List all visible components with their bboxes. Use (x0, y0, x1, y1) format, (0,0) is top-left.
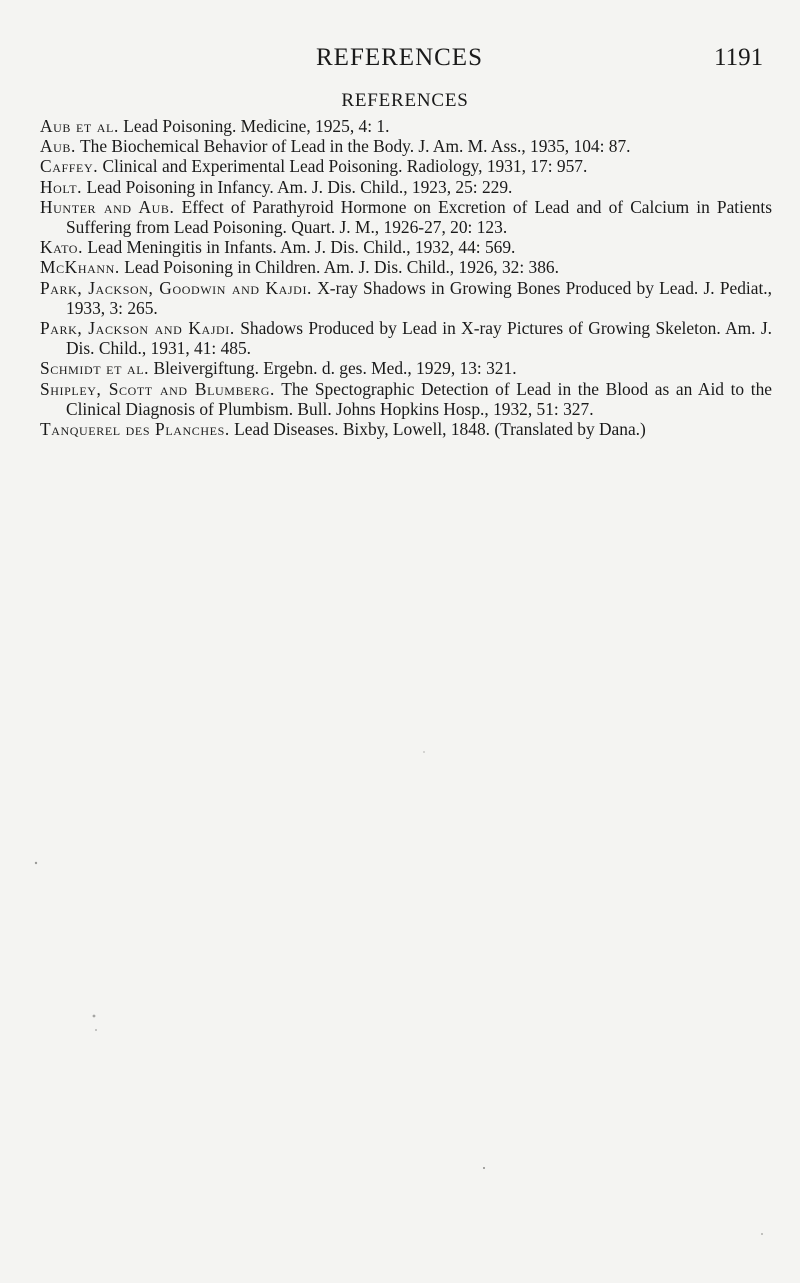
reference-item (40, 379, 772, 419)
reference-citation: The Spectographic Detection of Lead in the Blood as an Aid to the Clinical Diagnosis of Plumbism. Bull. Johns Hopkins Hosp., 1932, 51: 327. (66, 378, 772, 419)
reference-citation: Lead Poisoning in Infancy. Am. J. Dis. Child., 1923, 25: 229. (86, 176, 513, 197)
reference-authors: Caffey. (40, 156, 99, 177)
reference-citation: Shadows Produced by Lead in X-ray Pictures of Growing Skeleton. Am. J. Dis. Child., 1931, 41: 485. (66, 318, 772, 359)
reference-authors: Park, Jackson and Kajdi. (40, 318, 235, 339)
reference-item (40, 197, 772, 237)
reference-citation: Bleivergiftung. Ergebn. d. ges. Med., 1929, 13: 321. (153, 358, 517, 379)
reference-authors: Tanquerel des Planches. (40, 419, 230, 440)
reference-item (40, 156, 772, 176)
reference-authors: McKhann. (40, 257, 120, 278)
reference-item (40, 278, 772, 318)
reference-list (40, 116, 772, 439)
reference-citation: Lead Poisoning. Medicine, 1925, 4: 1. (123, 116, 390, 136)
reference-authors: Park, Jackson, Goodwin and Kajdi. (40, 277, 312, 298)
reference-item (40, 136, 772, 156)
reference-item (40, 237, 772, 257)
reference-item (40, 358, 772, 378)
reference-citation: Lead Meningitis in Infants. Am. J. Dis. Child., 1932, 44: 569. (87, 237, 516, 258)
reference-authors: Hunter and Aub. (40, 196, 175, 217)
reference-citation: The Biochemical Behavior of Lead in the Body. J. Am. M. Ass., 1935, 104: 87. (80, 136, 631, 157)
page-number: 1191 (714, 44, 764, 71)
reference-citation: Effect of Parathyroid Hormone on Excretion of Lead and of Calcium in Patients Suffering from Lead Poisoning. Quart. J. M., 1926-27, 20: 123. (66, 196, 772, 238)
reference-citation: Clinical and Experimental Lead Poisoning. Radiology, 1931, 17: 957. (102, 156, 588, 177)
reference-item (40, 116, 772, 136)
reference-citation: Lead Diseases. Bixby, Lowell, 1848. (Translated by Dana.) (234, 419, 646, 440)
reference-citation: X-ray Shadows in Growing Bones Produced by Lead. J. Pediat., 1933, 3: 265. (66, 277, 772, 318)
reference-item (40, 318, 772, 358)
reference-authors: Aub. (40, 136, 76, 157)
reference-authors: Aub et al. (40, 116, 119, 136)
reference-authors: Kato. (40, 237, 84, 258)
reference-authors: Schmidt et al. (40, 358, 150, 379)
running-title: REFERENCES (316, 44, 483, 71)
reference-item (40, 419, 772, 439)
reference-item (40, 257, 772, 277)
section-heading: REFERENCES (341, 90, 469, 111)
reference-item (40, 177, 772, 197)
reference-citation: Lead Poisoning in Children. Am. J. Dis. Child., 1926, 32: 386. (124, 257, 559, 278)
running-head (0, 44, 800, 78)
reference-authors: Shipley, Scott and Blumberg. (40, 378, 275, 399)
reference-authors: Holt. (40, 176, 83, 197)
